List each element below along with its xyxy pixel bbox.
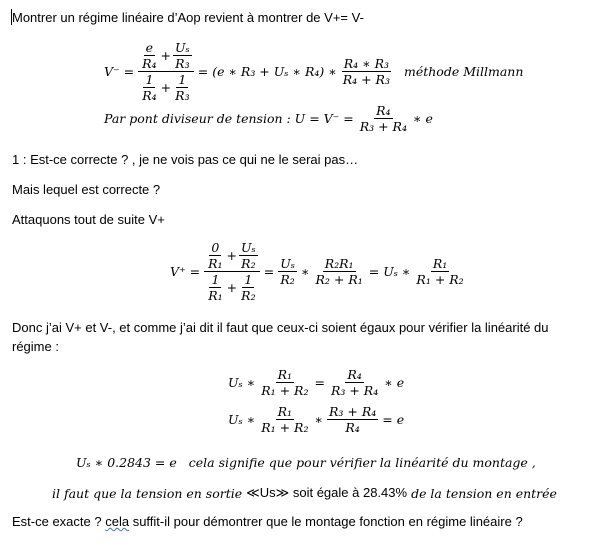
num: 1 bbox=[244, 272, 253, 287]
fraction bbox=[259, 404, 310, 435]
question-2: Mais lequel est correcte ? bbox=[12, 182, 161, 197]
fraction bbox=[204, 240, 260, 303]
fraction bbox=[327, 404, 378, 435]
equation-divider bbox=[104, 103, 433, 134]
num: R₁ bbox=[277, 404, 293, 419]
eq-comment: cela signifie que pour vérifier la linéarité du montage , bbox=[188, 455, 536, 470]
den: R₂ bbox=[241, 288, 256, 303]
equation-rearranged bbox=[228, 404, 404, 435]
num: e bbox=[145, 40, 153, 55]
op: + bbox=[160, 48, 171, 63]
num: R₄ ∗ R₃ bbox=[343, 56, 389, 71]
den: R₃ bbox=[175, 56, 190, 71]
eq-mid: = (e ∗ R₃ + Uₛ ∗ R₄) ∗ bbox=[197, 64, 337, 79]
method-note: méthode Millmann bbox=[403, 64, 524, 79]
eq-lhs: Par pont diviseur de tension : U = V⁻ = bbox=[104, 111, 354, 126]
num: R₃ + R₄ bbox=[328, 404, 377, 419]
num: Uₛ bbox=[175, 40, 190, 55]
num: 1 bbox=[211, 272, 220, 287]
paragraph-donc-line2: régime : bbox=[12, 339, 59, 354]
eq-text: il faut que la tension en sortie bbox=[52, 485, 243, 501]
den: R₁ + R₂ bbox=[261, 383, 309, 398]
den: R₁ + R₂ bbox=[416, 272, 464, 287]
den: R₂ bbox=[241, 256, 256, 271]
equation-conclusion bbox=[52, 485, 557, 501]
eq-lhs: V⁻ = bbox=[104, 64, 135, 79]
op: + bbox=[160, 80, 172, 95]
eq-lhs: Uₛ ∗ bbox=[228, 375, 256, 390]
eq-rhs: ∗ e bbox=[412, 111, 433, 126]
den: R₃ + R₄ bbox=[330, 383, 379, 398]
op: = bbox=[263, 264, 275, 279]
final-question-part: suffit-il pour démontrer que le montage fonction en régime linéaire ? bbox=[129, 514, 523, 529]
eq-rhs: ∗ e bbox=[384, 375, 405, 390]
paragraph-v-plus: Attaquons tout de suite V+ bbox=[12, 212, 165, 227]
eq-lhs: Uₛ ∗ 0.2843 = e bbox=[76, 455, 177, 470]
num: Uₛ bbox=[280, 256, 295, 271]
den: R₃ bbox=[175, 88, 190, 103]
fraction bbox=[414, 256, 465, 287]
den: R₁ bbox=[208, 288, 223, 303]
op: + bbox=[226, 280, 238, 295]
num: R₁ bbox=[432, 256, 448, 271]
fraction bbox=[138, 40, 194, 103]
eq-lhs: Uₛ ∗ bbox=[228, 412, 256, 427]
den: R₂ + R₁ bbox=[315, 272, 363, 287]
equation-v-plus bbox=[170, 240, 466, 303]
den: R₄ bbox=[345, 420, 360, 435]
final-question-part: Est-ce exacte ? bbox=[12, 514, 106, 529]
fraction bbox=[313, 256, 364, 287]
equation-millmann bbox=[104, 40, 523, 103]
fraction bbox=[259, 367, 310, 398]
den: R₁ + R₂ bbox=[261, 420, 309, 435]
num: R₄ bbox=[376, 103, 391, 118]
den: R₄ bbox=[142, 88, 157, 103]
equation-result bbox=[76, 455, 536, 470]
op: = bbox=[314, 375, 325, 390]
num: R₁ bbox=[277, 367, 293, 382]
intro-text: Montrer un régime linéaire d’Aop revient à montrer de V+= V- bbox=[12, 10, 364, 25]
num: Uₛ bbox=[241, 240, 256, 255]
op: + bbox=[226, 248, 237, 263]
num: 1 bbox=[145, 72, 154, 87]
den: R₂ bbox=[280, 272, 295, 287]
op: ∗ bbox=[300, 264, 310, 279]
paragraph-donc-line1: Donc j’ai V+ et V-, et comme j’ai dit il faut que ceux-ci soient égaux pour vérifier la linéarité du bbox=[12, 320, 549, 335]
den: R₃ + R₄ bbox=[359, 119, 407, 134]
den: R₁ bbox=[208, 256, 223, 271]
fraction bbox=[341, 56, 392, 87]
eq-text: de la tension en entrée bbox=[411, 485, 557, 501]
eq-mid: = Uₛ ∗ bbox=[368, 264, 411, 279]
op: ∗ bbox=[314, 412, 323, 427]
eq-text-upright: ≪Us≫ soit égale à 28.43% bbox=[246, 485, 408, 500]
eq-lhs: V⁺ = bbox=[170, 264, 201, 279]
num: 1 bbox=[178, 72, 187, 87]
question-1: 1 : Est-ce correcte ? , je ne vois pas ce qui ne le serai pas… bbox=[12, 152, 359, 167]
equation-equality bbox=[228, 367, 404, 398]
eq-rhs: = e bbox=[382, 412, 405, 427]
num: R₄ bbox=[347, 367, 362, 382]
den: R₄ bbox=[142, 56, 157, 71]
fraction bbox=[358, 103, 409, 134]
num: R₂R₁ bbox=[324, 256, 354, 271]
final-question bbox=[12, 514, 523, 529]
spellcheck-word: cela bbox=[105, 514, 130, 529]
num: 0 bbox=[211, 240, 220, 255]
fraction bbox=[329, 367, 380, 398]
fraction bbox=[278, 256, 297, 287]
den: R₄ + R₃ bbox=[342, 72, 390, 87]
